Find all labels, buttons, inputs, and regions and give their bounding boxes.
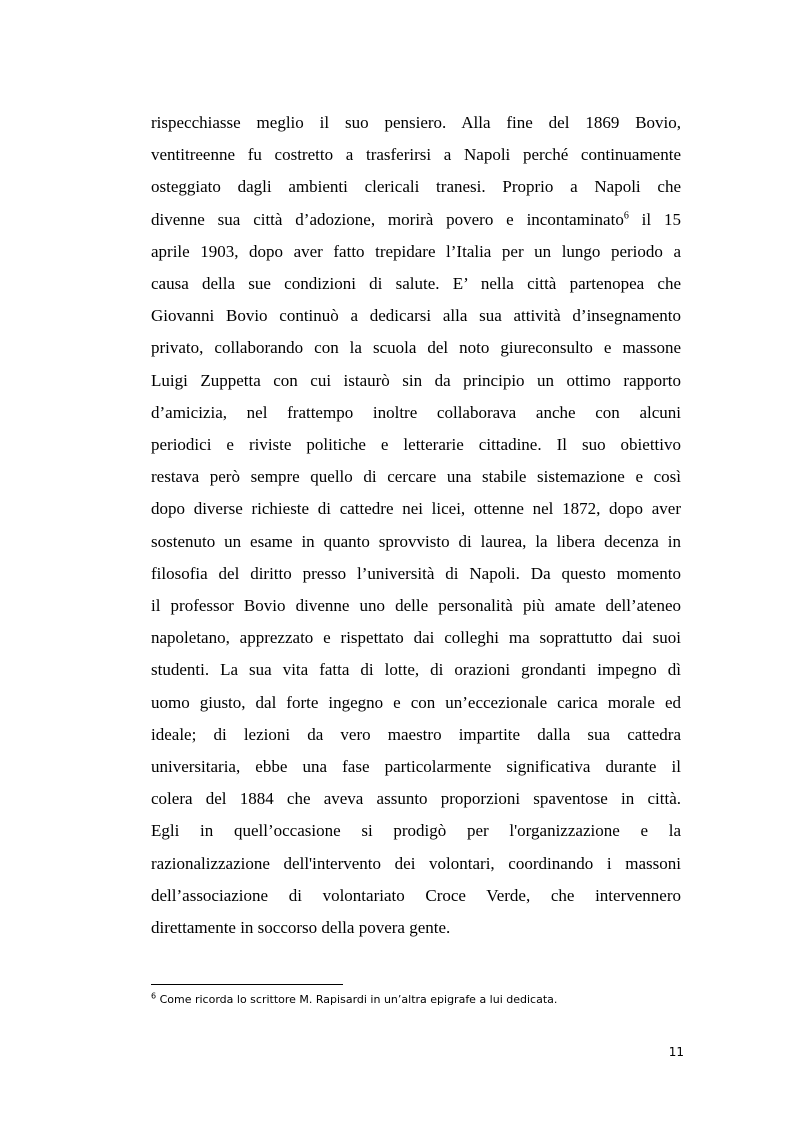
- footnote: [151, 992, 691, 1008]
- text-line: razionalizzazione dell'intervento dei volontari, coordinando i massoni: [151, 853, 681, 873]
- text-line-with-footnote: [151, 204, 681, 236]
- text-line: causa della sue condizioni di salute. E’ nella città partenopea che: [151, 274, 681, 294]
- footnote-reference[interactable]: 6: [623, 209, 629, 221]
- text-line: colera del 1884 che aveva assunto proporzioni spaventose in città.: [151, 789, 681, 809]
- text-line: Egli in quell’occasione si prodigò per l'organizzazione e la: [151, 821, 681, 841]
- text-line: privato, collaborando con la scuola del noto giureconsulto e massone: [151, 338, 681, 358]
- text-line: direttamente in soccorso della povera gente.: [151, 918, 451, 938]
- text-line: periodici e riviste politiche e letterarie cittadine. Il suo obiettivo: [151, 435, 681, 455]
- text-line: dopo diverse richieste di cattedre nei licei, ottenne nel 1872, dopo aver: [151, 499, 681, 519]
- text-line: ideale; di lezioni da vero maestro impartite dalla sua cattedra: [151, 724, 681, 744]
- text-segment: il 15: [628, 209, 681, 229]
- text-line: osteggiato dagli ambienti clericali tranesi. Proprio a Napoli che: [151, 177, 681, 197]
- text-line: aprile 1903, dopo aver fatto trepidare l’Italia per un lungo periodo a: [151, 241, 681, 261]
- text-line: sostenuto un esame in quanto sprovvisto di laurea, la libera decenza in: [151, 531, 681, 551]
- text-line: Giovanni Bovio continuò a dedicarsi alla sua attività d’insegnamento: [151, 306, 681, 326]
- text-segment: divenne sua città d’adozione, morirà povero e incontaminato: [151, 209, 624, 229]
- text-line: filosofia del diritto presso l’università di Napoli. Da questo momento: [151, 563, 681, 583]
- text-line: dell’associazione di volontariato Croce Verde, che intervennero: [151, 885, 681, 905]
- text-line: studenti. La sua vita fatta di lotte, di orazioni grondanti impegno dì: [151, 660, 681, 680]
- text-line: Luigi Zuppetta con cui istaurò sin da principio un ottimo rapporto: [151, 370, 681, 390]
- text-line: il professor Bovio divenne uno delle personalità più amate dell’ateneo: [151, 596, 681, 616]
- text-line: ventitreenne fu costretto a trasferirsi a Napoli perché continuamente: [151, 145, 681, 165]
- text-line: rispecchiasse meglio il suo pensiero. Alla fine del 1869 Bovio,: [151, 113, 681, 132]
- footnote-marker: 6: [151, 991, 157, 1001]
- footnote-separator: [151, 984, 343, 985]
- body-paragraph: [151, 107, 681, 944]
- text-line: restava però sempre quello di cercare una stabile sistemazione e così: [151, 467, 681, 487]
- text-line: d’amicizia, nel frattempo inoltre collaborava anche con alcuni: [151, 402, 681, 422]
- text-line: universitaria, ebbe una fase particolarmente significativa durante il: [151, 757, 681, 777]
- footnote-text: Come ricorda lo scrittore M. Rapisardi in un’altra epigrafe a lui dedicata.: [156, 993, 558, 1006]
- text-line: uomo giusto, dal forte ingegno e con un’eccezionale carica morale ed: [151, 692, 681, 712]
- text-line: napoletano, apprezzato e rispettato dai colleghi ma soprattutto dai suoi: [151, 628, 681, 648]
- page-number: 11: [668, 1045, 684, 1059]
